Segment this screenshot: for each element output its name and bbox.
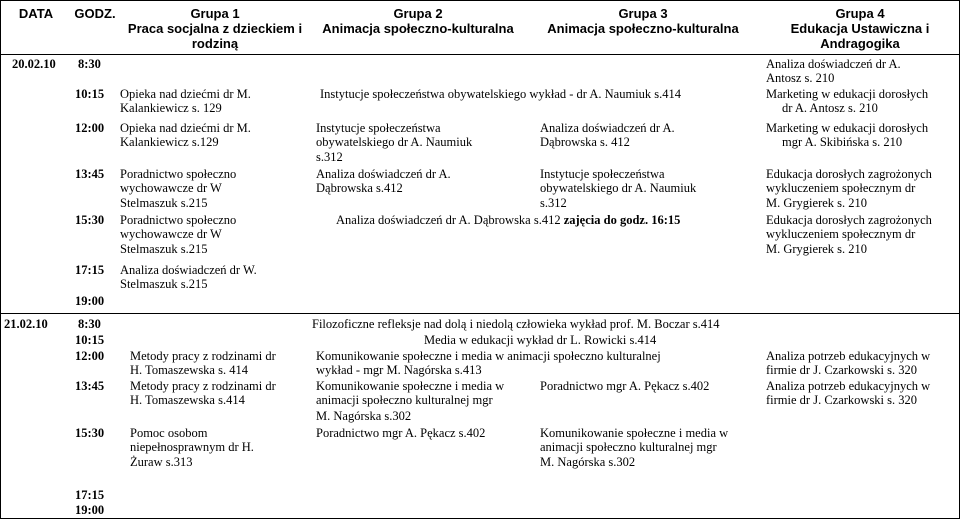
grid-line	[0, 54, 960, 55]
header-group2-sub: Animacja społeczno-kulturalna	[322, 21, 514, 36]
day2-g23-1200-l1: Komunikowanie społeczne i media w animacji społeczno kulturalnej	[316, 349, 661, 363]
day2-g2-1345-l3: M. Nagórska s.302	[316, 409, 412, 423]
header-group1	[120, 6, 310, 51]
day1-g1-1715-l2: Stelmaszuk s.215	[120, 277, 208, 291]
day1-g4-1200-l1: Marketing w edukacji dorosłych	[766, 121, 929, 135]
time-1715: 17:15	[75, 263, 105, 277]
day1-g23-1015: Instytucje społeczeństwa obywatelskiego wykład - dr A. Naumiuk s.414	[320, 87, 682, 101]
day2-g1-1345-l1: Metody pracy z rodzinami dr	[130, 379, 276, 393]
day1-g4-1345-l3: M. Grygierek s. 210	[766, 196, 868, 210]
day1-g1-1200-l1: Opieka nad dziećmi dr M.	[120, 121, 251, 135]
day1-g4-1345-l2: wykluczeniem społecznym dr	[766, 181, 916, 195]
grid-line	[0, 313, 960, 314]
day1-g1-1200-l2: Kalankiewicz s.129	[120, 135, 219, 149]
day2-all-0830: Filozoficzne refleksje nad dolą i niedolą człowieka wykład prof. M. Boczar s.414	[312, 317, 720, 331]
day1-g1-1530-l3: Stelmaszuk s.215	[120, 242, 208, 256]
day1-g4-1530-l1: Edukacja dorosłych zagrożonych	[766, 213, 932, 227]
grid-line	[0, 0, 960, 1]
day1-g4-1345-l1: Edukacja dorosłych zagrożonych	[766, 167, 932, 181]
header-group1-title: Grupa 1	[190, 6, 240, 21]
day1-g23-1530-note: zajęcia do godz. 16:15	[563, 213, 681, 227]
time-1715: 17:15	[75, 488, 105, 502]
day2-g3-1530-l3: M. Nagórska s.302	[540, 455, 636, 469]
time-0830: 8:30	[78, 57, 101, 71]
day1-g1-1345-l2: wychowawcze dr W	[120, 181, 222, 195]
day1-g2-1200-l1: Instytucje społeczeństwa	[316, 121, 441, 135]
day1-g3-1200-l1: Analiza doświadczeń dr A.	[540, 121, 675, 135]
day2-g23-1200-l2: wykład - mgr M. Nagórska s.413	[316, 363, 482, 377]
header-group3	[528, 6, 758, 36]
day2-g1-1345-l2: H. Tomaszewska s.414	[130, 393, 245, 407]
day2-g4-1200-l2: firmie dr J. Czarkowski s. 320	[766, 363, 918, 377]
header-group2	[300, 6, 536, 36]
day1-g1-1345-l1: Poradnictwo społeczno	[120, 167, 237, 181]
day1-g4-1530-l3: M. Grygierek s. 210	[766, 242, 868, 256]
day1-g4-1015-l1: Marketing w edukacji dorosłych	[766, 87, 929, 101]
header-group3-sub: Animacja społeczno-kulturalna	[547, 21, 739, 36]
day2-g1-1530-l1: Pomoc osobom	[130, 426, 208, 440]
header-group4-sub1: Edukacja Ustawiczna i	[790, 21, 930, 36]
time-1900: 19:00	[75, 503, 105, 517]
header-group4-sub2: Andragogika	[820, 36, 900, 51]
time-1200: 12:00	[75, 349, 105, 363]
day1-g1-1015-l1: Opieka nad dziećmi dr M.	[120, 87, 251, 101]
time-1345: 13:45	[75, 379, 105, 393]
day1-g1-1530-l1: Poradnictwo społeczno	[120, 213, 237, 227]
day2-g1-1530-l2: niepełnosprawnym dr H.	[130, 440, 254, 454]
day2-g2-1530: Poradnictwo mgr A. Pękacz s.402	[316, 426, 486, 440]
day1-g3-1200-l2: Dąbrowska s. 412	[540, 135, 630, 149]
day1-g3-1345-l3: s.312	[540, 196, 567, 210]
day1-g2-1200-l2: obywatelskiego dr A. Naumiuk	[316, 135, 473, 149]
day1-g4-1530-l2: wykluczeniem społecznym dr	[766, 227, 916, 241]
day1-g4-1200-l2: mgr A. Skibińska s. 210	[782, 135, 903, 149]
time-1015: 10:15	[75, 87, 105, 101]
time-1900: 19:00	[75, 294, 105, 308]
day1-g1-1715-l1: Analiza doświadczeń dr W.	[120, 263, 257, 277]
day1-date: 20.02.10	[12, 57, 56, 71]
day2-all-1015: Media w edukacji wykład dr L. Rowicki s.414	[424, 333, 657, 347]
grid-line	[0, 0, 1, 519]
header-godz: GODZ.	[74, 6, 116, 21]
day2-g4-1200-l1: Analiza potrzeb edukacyjnych w	[766, 349, 931, 363]
day2-g4-1345-l2: firmie dr J. Czarkowski s. 320	[766, 393, 918, 407]
time-0830: 8:30	[78, 317, 101, 331]
day2-g1-1200-l2: H. Tomaszewska s. 414	[130, 363, 248, 377]
header-data: DATA	[18, 6, 54, 21]
header-group3-title: Grupa 3	[618, 6, 668, 21]
day1-g3-1345-l2: obywatelskiego dr A. Naumiuk	[540, 181, 697, 195]
time-1015: 10:15	[75, 333, 105, 347]
day1-g2-1200-l3: s.312	[316, 150, 343, 164]
day1-g4-1015-l2: dr A. Antosz s. 210	[782, 101, 878, 115]
time-1530: 15:30	[75, 426, 105, 440]
day1-g23-1530	[336, 213, 680, 227]
day1-g2-1345-l1: Analiza doświadczeń dr A.	[316, 167, 451, 181]
header-group1-sub2: rodziną	[191, 36, 239, 51]
time-1530: 15:30	[75, 213, 105, 227]
day1-g3-1345-l1: Instytucje społeczeństwa	[540, 167, 665, 181]
day1-g1-1530-l2: wychowawcze dr W	[120, 227, 222, 241]
day2-g2-1345-l1: Komunikowanie społeczne i media w	[316, 379, 505, 393]
day1-g23-1530-text: Analiza doświadczeń dr A. Dąbrowska s.412	[336, 213, 561, 227]
day1-g1-1345-l3: Stelmaszuk s.215	[120, 196, 208, 210]
day2-g1-1530-l3: Żuraw s.313	[130, 455, 193, 469]
header-group2-title: Grupa 2	[393, 6, 443, 21]
day2-g4-1345-l1: Analiza potrzeb edukacyjnych w	[766, 379, 931, 393]
header-group4	[760, 6, 960, 51]
header-group4-title: Grupa 4	[835, 6, 885, 21]
day1-g4-0830-l1: Analiza doświadczeń dr A.	[766, 57, 901, 71]
day1-g1-1015-l2: Kalankiewicz s. 129	[120, 101, 222, 115]
time-1200: 12:00	[75, 121, 105, 135]
day2-g3-1530-l1: Komunikowanie społeczne i media w	[540, 426, 729, 440]
header-group1-sub1: Praca socjalna z dzieckiem i	[127, 21, 303, 36]
time-1345: 13:45	[75, 167, 105, 181]
day2-date: 21.02.10	[4, 317, 48, 331]
day1-g4-0830-l2: Antosz s. 210	[766, 71, 835, 85]
day1-g2-1345-l2: Dąbrowska s.412	[316, 181, 403, 195]
day2-g1-1200-l1: Metody pracy z rodzinami dr	[130, 349, 276, 363]
day2-g3-1345: Poradnictwo mgr A. Pękacz s.402	[540, 379, 710, 393]
day2-g3-1530-l2: animacji społeczno kulturalnej mgr	[540, 440, 717, 454]
day2-g2-1345-l2: animacji społeczno kulturalnej mgr	[316, 393, 493, 407]
